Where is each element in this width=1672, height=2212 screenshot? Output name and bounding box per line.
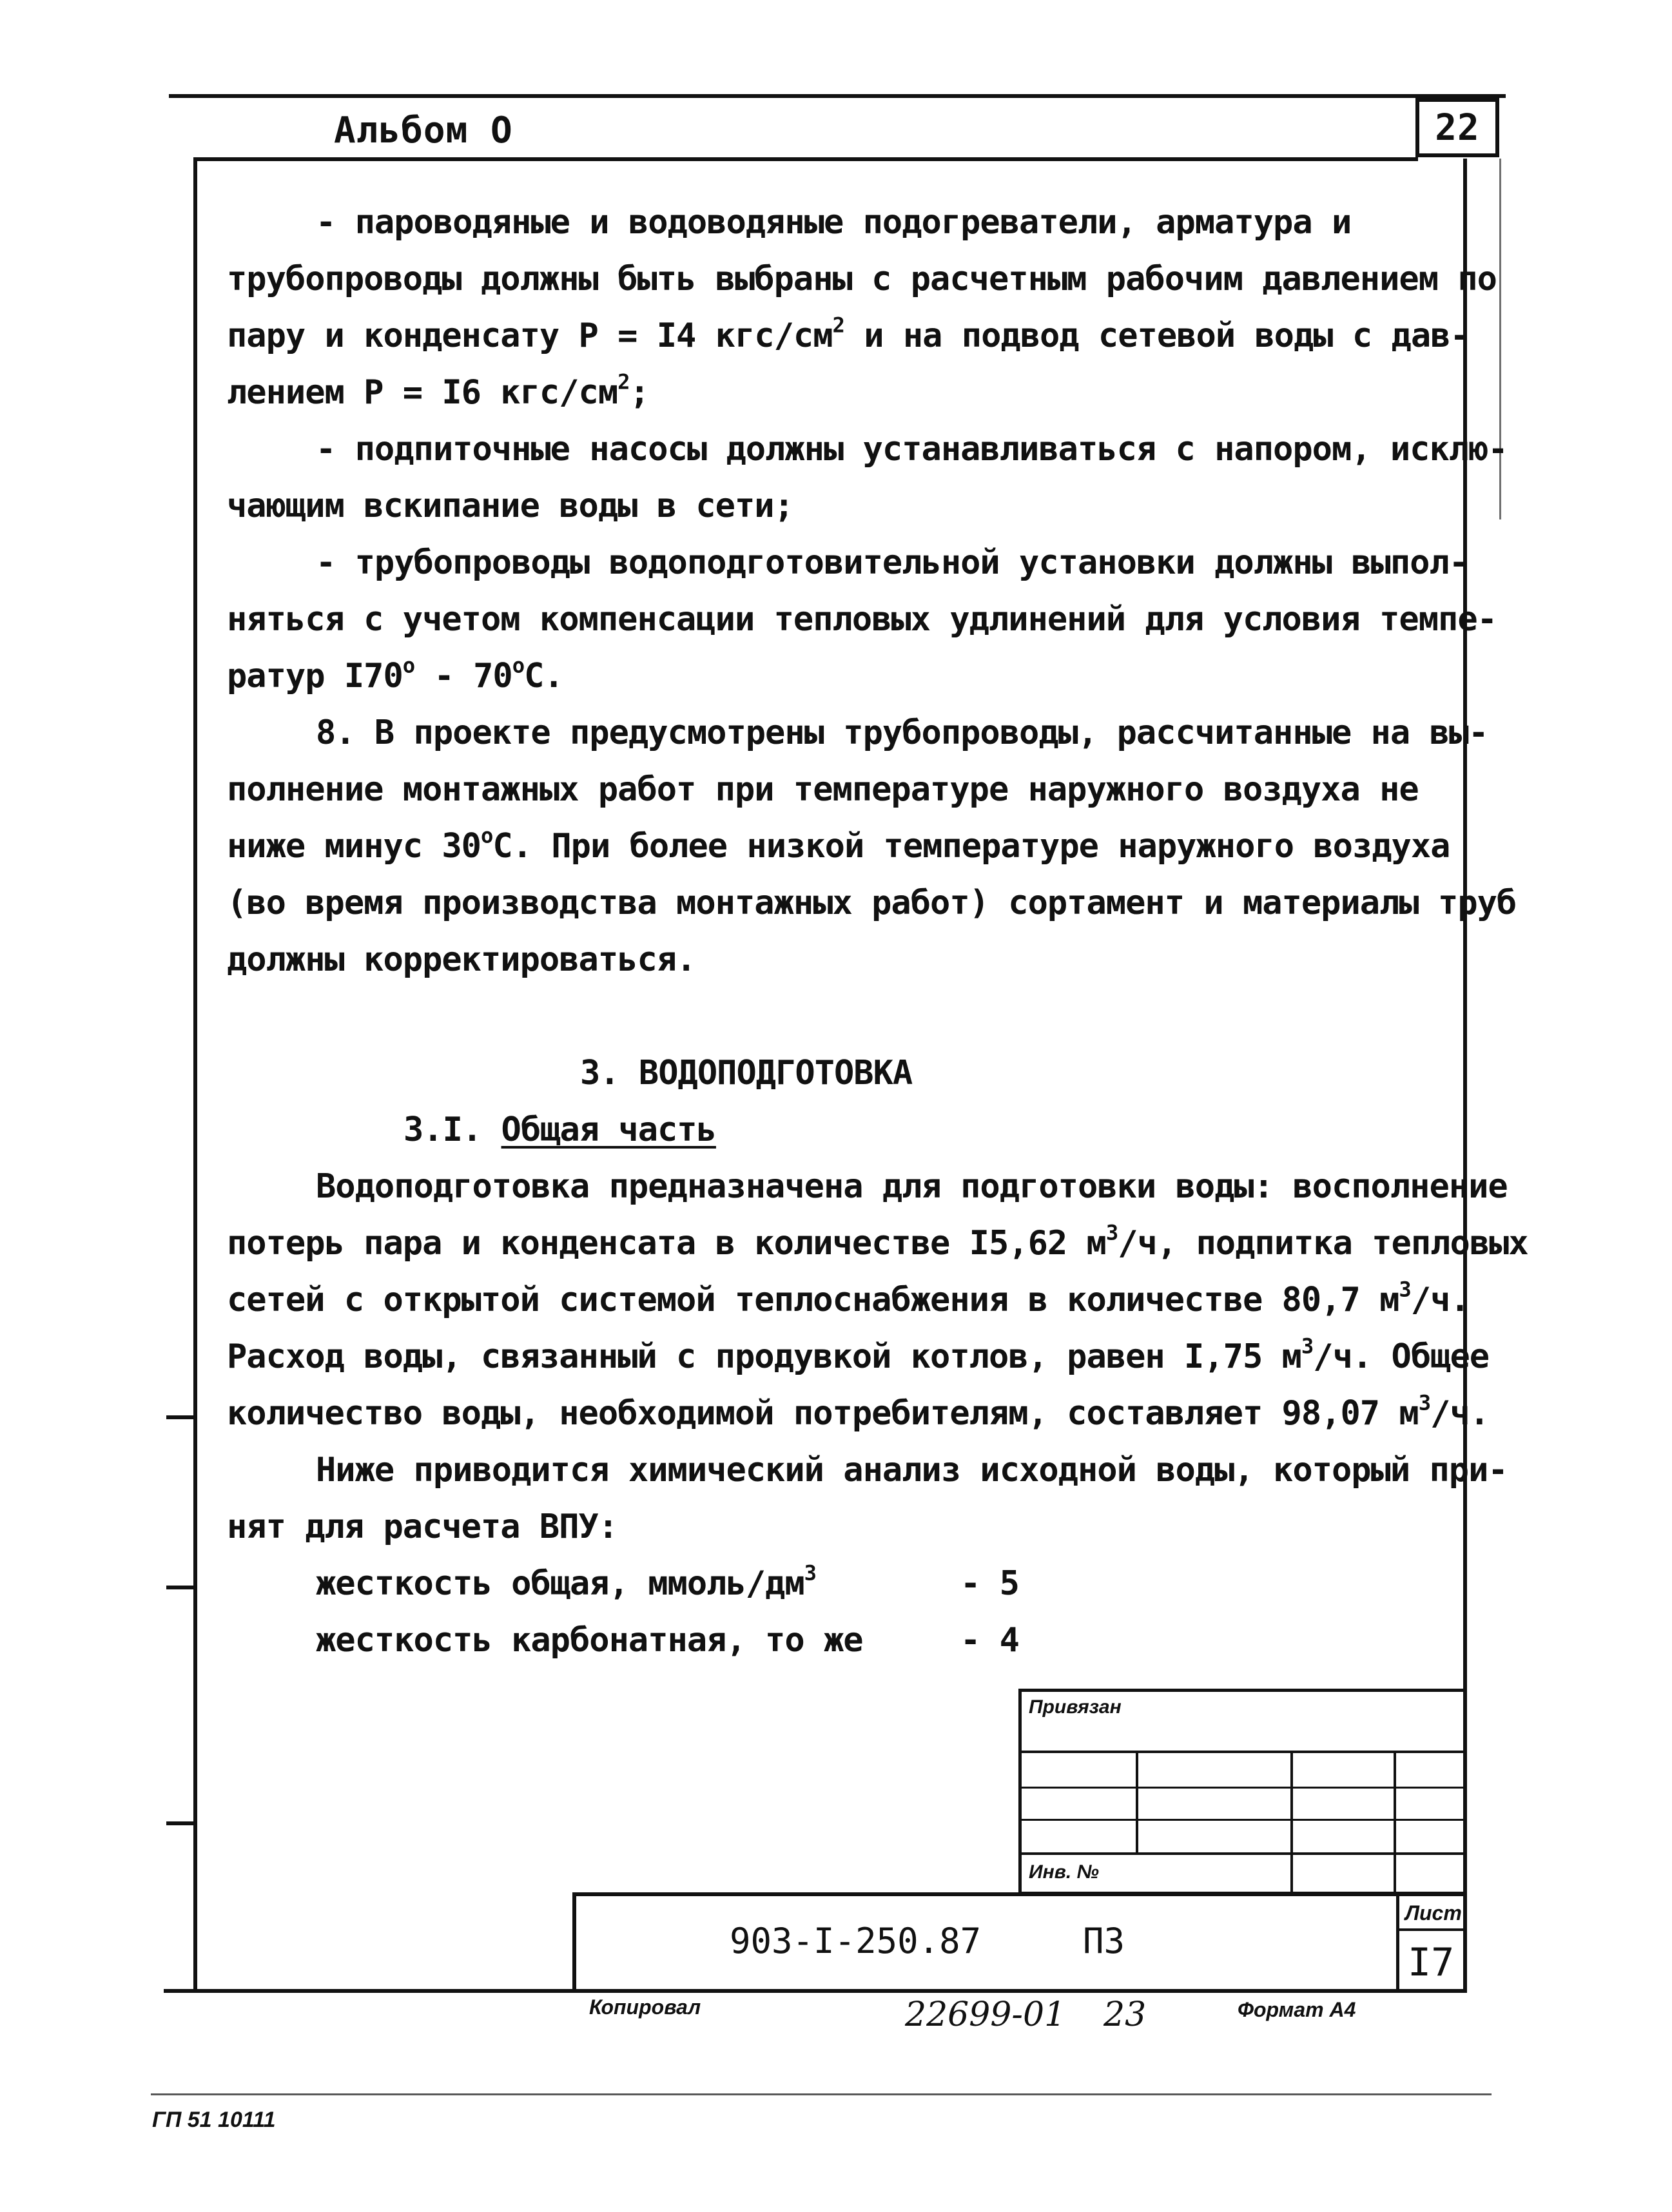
sheet-label: Лист	[1405, 1901, 1462, 1925]
handwritten-number: 22699-01	[905, 1995, 1066, 2034]
paragraph-line: Водоподготовка предназначена для подготовки воды: восполнение	[316, 1167, 1508, 1206]
header-bottom-rule	[193, 157, 1418, 161]
paragraph-line: полнение монтажных работ при температуре наружного воздуха не	[227, 770, 1419, 809]
stamp-vline	[1136, 1751, 1138, 1852]
sheet-number: I7	[1408, 1940, 1455, 1985]
hardness-label: жесткость общая, ммоль/$дм^3$	[316, 1560, 817, 1603]
document-type: ПЗ	[1083, 1921, 1125, 1961]
stamp-vline	[1396, 1895, 1399, 1992]
subsection-title: 3.I. Общая часть	[403, 1111, 716, 1149]
stamp-hline	[1396, 1928, 1467, 1931]
left-frame-line	[193, 159, 197, 1993]
paragraph-line: няться с учетом компенсации тепловых удлинений для условия темпе-	[227, 600, 1497, 639]
paragraph-line: сетей с открытой системой теплоснабжения в количестве 80,7 $м^3/ч$.	[227, 1277, 1470, 1319]
hardness-value: - 5	[960, 1564, 1019, 1603]
paragraph-line: количество воды, необходимой потребителям, составляет 98,07 $м^3/ч$.	[227, 1390, 1490, 1433]
section-title: 3. ВОДОПОДГОТОВКА	[580, 1054, 913, 1092]
stamp-vline	[1394, 1751, 1396, 1895]
album-label: Альбом О	[334, 110, 513, 151]
hardness-label: жесткость карбонатная, то же	[316, 1621, 863, 1660]
paragraph-line: (во время производства монтажных работ) сортамент и материалы труб	[227, 884, 1517, 922]
page-number-box	[1415, 98, 1499, 157]
hardness-value: - 4	[960, 1621, 1019, 1660]
paragraph-line: ратур I70$^o$ - 70$^o$С.	[227, 653, 563, 695]
stamp-inv-label: Инв. №	[1029, 1861, 1099, 1883]
paragraph-line: Ниже приводится химический анализ исходной воды, который при-	[316, 1451, 1508, 1489]
paragraph-line: - трубопроводы водоподготовительной установки должны выпол-	[316, 543, 1469, 582]
paragraph-line: лением Р = I6 кгс/$см^2$;	[227, 369, 649, 412]
footer-rule	[151, 2093, 1492, 2095]
paragraph-line: потерь пара и конденсата в количестве I5,62 $м^3/ч$, подпитка тепловых	[227, 1220, 1528, 1263]
stamp-hline	[1018, 1819, 1467, 1821]
paragraph-line: трубопроводы должны быть выбраны с расчетным рабочим давлением по	[227, 260, 1497, 298]
paragraph-line: чающим вскипание воды в сети;	[227, 487, 793, 525]
paragraph-line: нят для расчета ВПУ:	[227, 1508, 618, 1546]
paragraph-line: Расход воды, связанный с продувкой котлов, равен I,75 $м^3/ч$. Общее	[227, 1334, 1490, 1376]
margin-tick	[166, 1415, 196, 1419]
stamp-hline	[1018, 1751, 1467, 1753]
margin-tick	[166, 1821, 196, 1825]
paragraph-line: - подпиточные насосы должны устанавливаться с напором, исклю-	[316, 430, 1508, 469]
stamp-main-block	[572, 1892, 1467, 1993]
paragraph-line: должны корректироваться.	[227, 940, 696, 979]
paragraph-line: 8. В проекте предусмотрены трубопроводы, рассчитанные на вы-	[316, 713, 1488, 752]
paragraph-line: - пароводяные и водоводяные подогреватели, арматура и	[316, 203, 1352, 242]
paragraph-line: ниже минус 30$^o$С. При более низкой температуре наружного воздуха	[227, 823, 1450, 866]
stamp-hline	[1018, 1787, 1467, 1789]
stamp-vline	[1290, 1751, 1293, 1895]
top-rule	[169, 94, 1506, 98]
stamp-privyazan-label: Привязан	[1029, 1696, 1122, 1718]
stamp-hline	[1018, 1852, 1467, 1855]
document-code: 903-I-250.87	[730, 1921, 982, 1961]
print-code: ГП 51 10111	[152, 2108, 276, 2132]
handwritten-page: 23	[1103, 1995, 1147, 2034]
paragraph-line: пару и конденсату Р = I4 кгс/$см^2$ и на подвод сетевой воды с дав-	[227, 313, 1470, 355]
margin-tick	[166, 1586, 196, 1589]
copied-label: Копировал	[589, 1995, 701, 2019]
format-label: Формат А4	[1238, 1998, 1356, 2021]
page-number: 22	[1435, 106, 1480, 149]
